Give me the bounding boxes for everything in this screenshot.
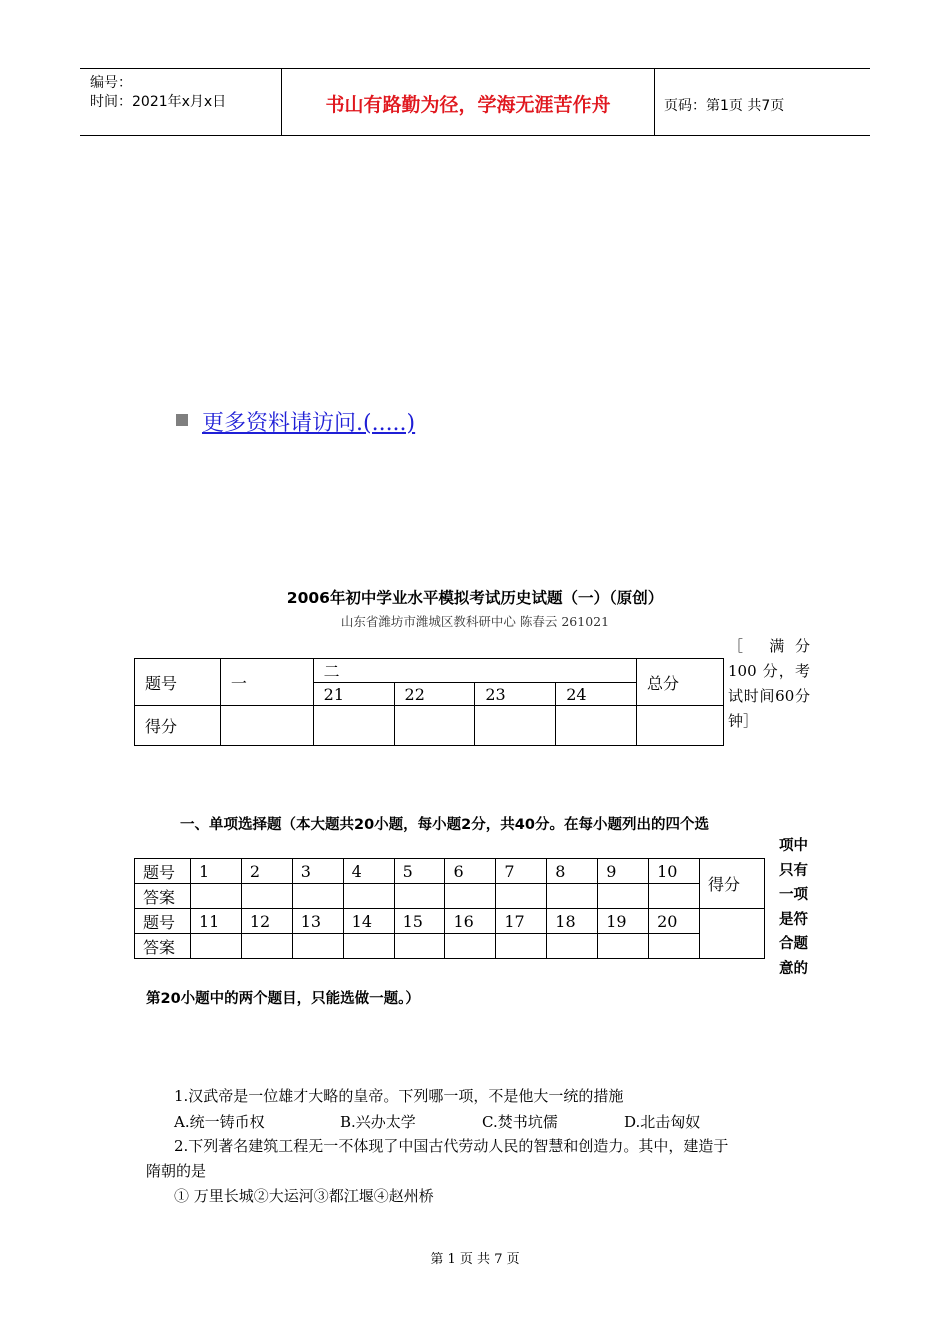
question-1: 1.汉武帝是一位雄才大略的皇帝。下列哪一项，不是他大一统的措施 [174,1087,624,1105]
answer-table [134,858,765,959]
answer-label-number: 题号 [135,859,191,884]
section1-side-line: 只有 [779,862,808,879]
score-cell[interactable] [637,706,724,746]
exam-title: 2006年初中学业水平模拟考试历史试题（一）（原创） [286,589,664,607]
score-cell[interactable] [475,706,556,746]
answer-cell[interactable] [598,934,649,959]
section1-side-line: 意的 [779,960,808,977]
header-number-label: 编号： [90,75,132,91]
header-motto: 书山有路勤为径，学海无涯苦作舟 [325,94,611,116]
answer-cell[interactable] [445,934,496,959]
question-number: 18 [547,909,598,934]
answer-cell[interactable] [547,934,598,959]
question-2: 2.下列著名建筑工程无一不体现了中国古代劳动人民的智慧和创造力。其中，建造于 [174,1137,729,1155]
answer-cell[interactable] [190,934,241,959]
score-cell[interactable] [220,706,313,746]
score-cell[interactable] [313,706,394,746]
answer-label-number: 题号 [135,909,191,934]
score-cell[interactable] [394,706,475,746]
question-number: 19 [598,909,649,934]
question-number: 14 [343,909,394,934]
answer-score-label: 得分 [700,859,765,909]
question-1-option-c: C.焚书坑儒 [482,1113,558,1131]
answer-cell[interactable] [547,884,598,909]
question-1-option-b: B.兴办太学 [340,1113,416,1131]
question-1-option-d: D.北击匈奴 [624,1113,701,1131]
header-bottom-border [80,135,870,136]
question-number: 8 [547,859,598,884]
answer-cell[interactable] [649,934,700,959]
question-number: 5 [394,859,445,884]
section1-side-line: 是符 [779,911,808,928]
question-number: 13 [292,909,343,934]
header-page-info: 页码：第1页 共7页 [664,98,785,114]
score-sub-24: 24 [556,683,637,706]
answer-cell[interactable] [343,884,394,909]
question-2-continued: 隋朝的是 [146,1162,207,1180]
answer-cell[interactable] [343,934,394,959]
question-number: 20 [649,909,700,934]
header-top-border [80,68,870,69]
answer-cell[interactable] [649,884,700,909]
answer-cell[interactable] [190,884,241,909]
question-number: 1 [190,859,241,884]
more-resources-link[interactable]: 更多资料请访问.(.....) [202,411,416,436]
answer-cell[interactable] [292,884,343,909]
score-part-one: 一 [220,659,313,706]
question-number: 4 [343,859,394,884]
answer-cell[interactable] [445,884,496,909]
answer-label-answer: 答案 [135,934,191,959]
score-sub-23: 23 [475,683,556,706]
section1-heading-end: 第20小题中的两个题目，只能选做一题。） [146,991,420,1007]
question-number: 2 [241,859,292,884]
question-number: 10 [649,859,700,884]
header-divider-2 [654,68,655,136]
answer-cell[interactable] [241,884,292,909]
page-footer: 第 1 页 共 7 页 [430,1252,520,1267]
score-row-label-score: 得分 [135,706,221,746]
square-bullet-icon [176,414,188,426]
section1-side-line: 合题 [779,936,808,953]
question-number: 6 [445,859,496,884]
score-cell[interactable] [556,706,637,746]
header-time-label: 时间：2021年x月x日 [90,94,227,110]
exam-author: 山东省潍坊市潍城区教科研中心 陈春云 261021 [340,614,610,629]
answer-cell[interactable] [394,934,445,959]
question-number: 11 [190,909,241,934]
score-sub-21: 21 [313,683,394,706]
question-number: 12 [241,909,292,934]
question-number: 9 [598,859,649,884]
question-number: 17 [496,909,547,934]
score-sub-22: 22 [394,683,475,706]
question-2-options: ① 万里长城②大运河③都江堰④赵州桥 [174,1187,434,1205]
answer-cell[interactable] [241,934,292,959]
score-note: ［ 满分 100 分，考试时间60分钟］ [728,637,810,730]
question-number: 7 [496,859,547,884]
question-number: 3 [292,859,343,884]
question-1-option-a: A.统一铸币权 [174,1113,265,1131]
section1-side-line: 项中 [779,838,808,854]
score-total-label: 总分 [637,659,724,706]
answer-cell[interactable] [598,884,649,909]
question-number: 16 [445,909,496,934]
score-table [134,658,724,746]
answer-score-cell[interactable] [700,909,765,959]
answer-cell[interactable] [394,884,445,909]
section1-heading: 一、单项选择题（本大题共20小题，每小题2分，共40分。在每小题列出的四个选 [180,817,709,833]
section1-side-line: 一项 [779,887,808,904]
score-part-two: 二 [313,659,636,683]
answer-cell[interactable] [292,934,343,959]
score-row-label-number: 题号 [135,659,221,706]
answer-cell[interactable] [496,934,547,959]
answer-label-answer: 答案 [135,884,191,909]
answer-cell[interactable] [496,884,547,909]
section1-wrapped-text [768,834,808,982]
question-number: 15 [394,909,445,934]
